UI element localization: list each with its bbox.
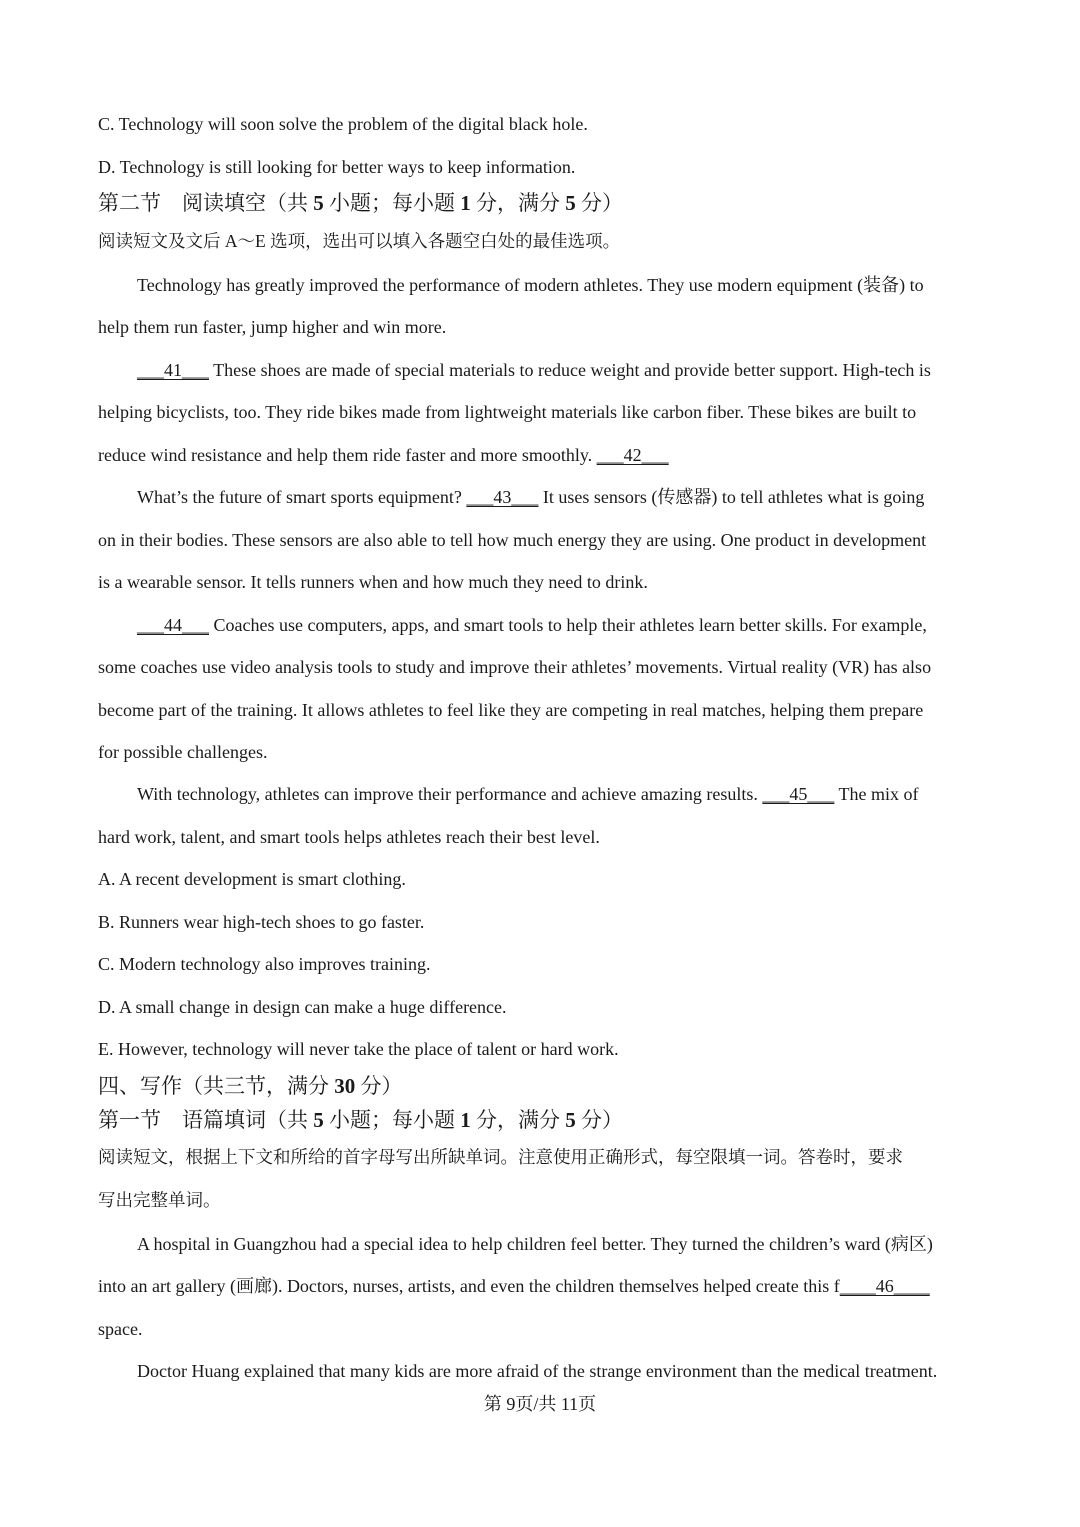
section2-instruction: 阅读短文及文后 A～E 选项，选出可以填入各题空白处的最佳选项。 <box>98 231 621 251</box>
passage-p5-line2: hard work, talent, and smart tools helps athletes reach their best level. <box>98 827 600 847</box>
passage-p1-line2: help them run faster, jump higher and win more. <box>98 317 447 337</box>
page-number: 第 9页/共 11页 <box>483 1394 597 1414</box>
passage-p4-line4: for possible challenges. <box>98 742 268 762</box>
option-a: A. A recent development is smart clothing. <box>98 869 406 889</box>
passage-p4-line1: ___44___ Coaches use computers, apps, and smart tools to help their athletes learn better skills. For example, <box>137 615 927 635</box>
passage-p2-line3: reduce wind resistance and help them ride faster and more smoothly. ___42___ <box>98 445 669 465</box>
section2-heading: 第二节 阅读填空（共 5 小题；每小题 1 分，满分 5 分） <box>98 191 623 215</box>
blank-41[interactable]: ___41___ <box>137 360 209 380</box>
passage-p5-line1: With technology, athletes can improve their performance and achieve amazing results. ___45___ The mix of <box>137 784 919 804</box>
option-c: C. Modern technology also improves training. <box>98 954 431 974</box>
option-b: B. Runners wear high-tech shoes to go faster. <box>98 912 425 932</box>
blank-42[interactable]: ___42___ <box>596 445 669 465</box>
passage2-p1-line2: into an art gallery (画廊). Doctors, nurses, artists, and even the children themselves helped create this f____46____ <box>98 1276 930 1296</box>
section1-instruction-line2: 写出完整单词。 <box>98 1190 221 1210</box>
part4-heading: 四、写作（共三节，满分 30 分） <box>98 1074 403 1098</box>
blank-46[interactable]: ____46____ <box>839 1276 930 1296</box>
passage-p3-line3: is a wearable sensor. It tells runners when and how much they need to drink. <box>98 572 648 592</box>
passage-p4-line3: become part of the training. It allows athletes to feel like they are competing in real matches, helping them prepare <box>98 700 924 720</box>
passage2-p1-line1: A hospital in Guangzhou had a special idea to help children feel better. They turned the children’s ward (病区) <box>137 1234 933 1254</box>
blank-43[interactable]: ___43___ <box>466 487 539 507</box>
section1-instruction-line1: 阅读短文，根据上下文和所给的首字母写出所缺单词。注意使用正确形式，每空限填一词。答卷时，要求 <box>98 1147 903 1167</box>
passage-p4-line2: some coaches use video analysis tools to study and improve their athletes’ movements. Virtual reality (VR) has also <box>98 657 932 677</box>
option-c-prev: C. Technology will soon solve the problem of the digital black hole. <box>98 114 588 134</box>
passage-p2-line2: helping bicyclists, too. They ride bikes made from lightweight materials like carbon fiber. These bikes are built to <box>98 402 917 422</box>
blank-45[interactable]: ___45___ <box>762 784 835 804</box>
passage-p3-line1: What’s the future of smart sports equipment? ___43___ It uses sensors (传感器) to tell athletes what is going <box>137 487 925 507</box>
passage-p2-line1: ___41___ These shoes are made of special materials to reduce weight and provide better support. High-tech is <box>137 360 931 380</box>
option-e: E. However, technology will never take the place of talent or hard work. <box>98 1039 619 1059</box>
option-d: D. A small change in design can make a huge difference. <box>98 997 507 1017</box>
passage-p1-line1: Technology has greatly improved the performance of modern athletes. They use modern equipment (装备) to <box>137 275 924 295</box>
passage2-p2-line1: Doctor Huang explained that many kids are more afraid of the strange environment than the medical treatment. <box>137 1361 938 1381</box>
passage2-p1-line3: space. <box>98 1319 143 1339</box>
option-d-prev: D. Technology is still looking for better ways to keep information. <box>98 157 576 177</box>
blank-44[interactable]: ___44___ <box>137 615 209 635</box>
section1-heading: 第一节 语篇填词（共 5 小题；每小题 1 分，满分 5 分） <box>98 1108 623 1132</box>
passage-p3-line2: on in their bodies. These sensors are also able to tell how much energy they are using. One product in development <box>98 530 927 550</box>
